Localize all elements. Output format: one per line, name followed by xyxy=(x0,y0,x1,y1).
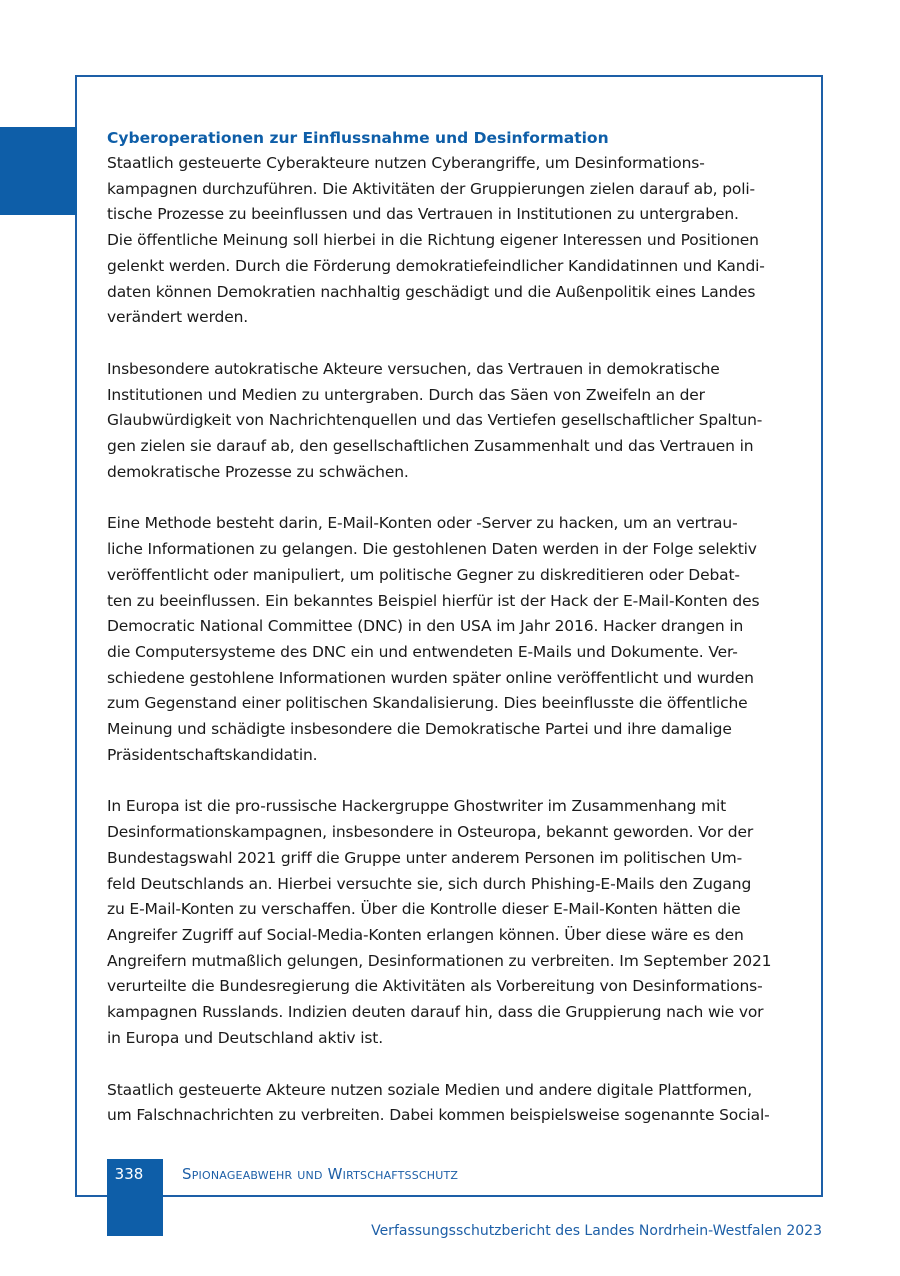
paragraph-1: Staatlich gesteuerte Cyberakteure nutzen Cyberangriffe, um Desinformations- kampagnen durchzuführen. Die Aktivitäten der Gruppierungen zielen darauf ab, poli- tische Prozesse zu beeinflussen und das Vertrauen in Institutionen zu untergraben. Die öffentliche Meinung soll hierbei in die Richtung eigener Interessen und Positionen gelenkt werden. Durch die Förderung demokratiefeindlicher Kandidatinnen und Kandi- daten können Demokratien nachhaltig geschädigt und die Außenpolitik eines Landes verändert werden. xyxy=(107,154,765,327)
page-number: 338 xyxy=(114,1165,144,1183)
paragraph-3: Eine Methode besteht darin, E-Mail-Konten oder -Server zu hacken, um an vertrau- liche Informationen zu gelangen. Die gestohlenen Daten werden in der Folge selektiv veröffentlicht oder manipuliert, um politische Gegner zu diskreditieren oder Debat- ten zu beeinflussen. Ein bekanntes Beispiel hierfür ist der Hack der E-Mail-Konten des Democratic National Committee (DNC) in den USA im Jahr 2016. Hacker drangen in die Computersysteme des DNC ein und entwendeten E-Mails und Dokumente. Ver- schiedene gestohlene Informationen wurden später online veröffentlicht und wurden zum Gegenstand einer politischen Skandalisierung. Dies beeinflusste die öffentliche Meinung und schädigte insbesondere die Demokratische Partei und ihre damalige Präsidentschaftskandidatin. xyxy=(107,514,760,764)
running-section-label: Spionageabwehr und Wirtschaftsschutz xyxy=(182,1165,459,1183)
section-heading: Cyberoperationen zur Einflussnahme und Desinformation xyxy=(107,129,609,147)
main-content xyxy=(107,126,797,1155)
paragraph-2: Insbesondere autokratische Akteure versuchen, das Vertrauen in demokratische Institutionen und Medien zu untergraben. Durch das Säen von Zweifeln an der Glaubwürdigkeit von Nachrichtenquellen und das Vertiefen gesellschaftlicher Spaltun- gen zielen sie darauf ab, den gesellschaftlichen Zusammenhalt und das Vertrauen in demokratische Prozesse zu schwächen. xyxy=(107,359,763,481)
report-title: Verfassungsschutzbericht des Landes Nordrhein-Westfalen 2023 xyxy=(371,1223,822,1239)
paragraph-4: In Europa ist die pro-russische Hackergruppe Ghostwriter im Zusammenhang mit Desinformationskampagnen, insbesondere in Osteuropa, bekannt geworden. Vor der Bundestagswahl 2021 griff die Gruppe unter anderem Personen im politischen Um- feld Deutschlands an. Hierbei versuchte sie, sich durch Phishing-E-Mails den Zugang zu E-Mail-Konten zu verschaffen. Über die Kontrolle dieser E-Mail-Konten hätten die Angreifer Zugriff auf Social-Media-Konten erlangen können. Über diese wäre es den Angreifern mutmaßlich gelungen, Desinformationen zu verbreiten. Im September 2021 verurteilte die Bundesregierung die Aktivitäten als Vorbereitung von Desinformations- kampagnen Russlands. Indizien deuten darauf hin, dass die Gruppierung nach wie vor in Europa und Deutschland aktiv ist. xyxy=(107,797,772,1047)
paragraph-5: Staatlich gesteuerte Akteure nutzen soziale Medien und andere digitale Plattformen, um Falschnachrichten zu verbreiten. Dabei kommen beispielsweise sogenannte Social- xyxy=(107,1080,770,1125)
chapter-marker-tab xyxy=(0,127,77,215)
